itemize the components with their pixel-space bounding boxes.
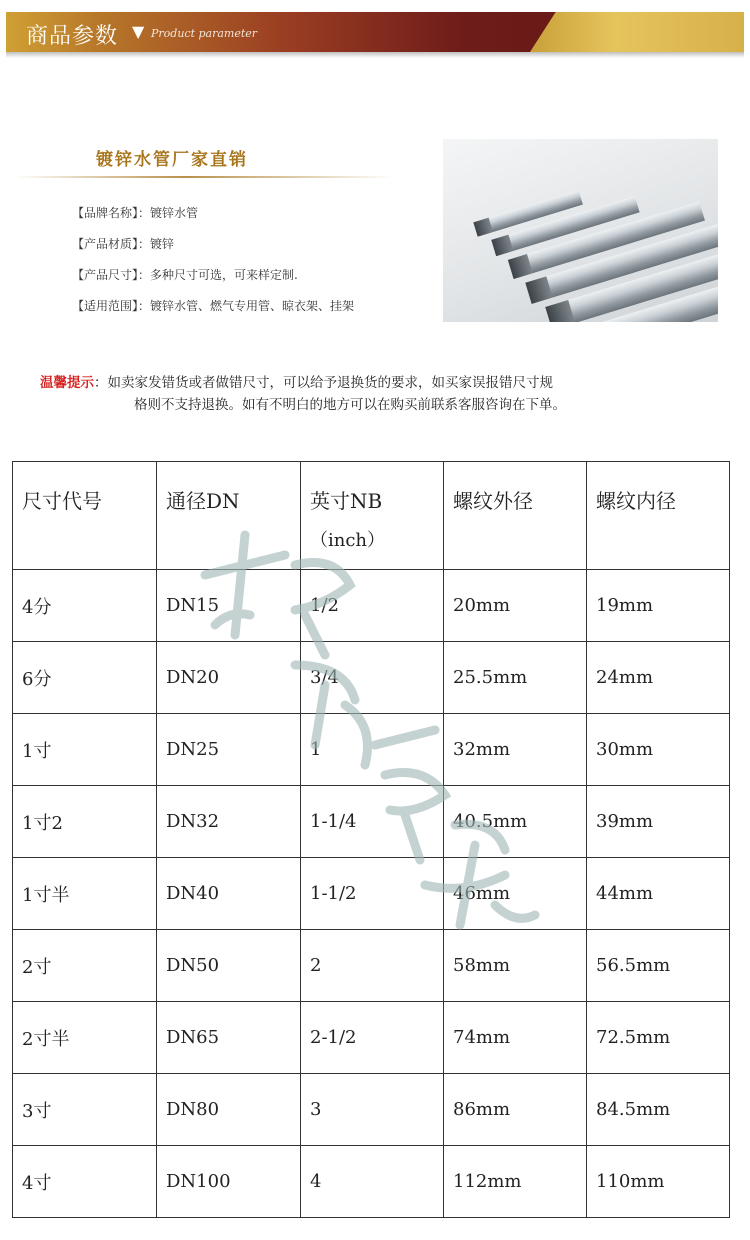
table-row [13, 786, 730, 858]
cell-nb: 3/4 [301, 642, 444, 714]
banner-subtitle: Product parameter [151, 27, 258, 40]
spec-value: ：多种尺寸可选，可来样定制. [138, 268, 298, 282]
table-row [13, 1002, 730, 1074]
galvanized-pipes-image [443, 139, 718, 322]
cell-dn: DN50 [157, 930, 301, 1002]
cell-thread-inner: 24mm [587, 642, 730, 714]
header-size-code: 尺寸代号 [13, 462, 157, 570]
spec-row-material [72, 235, 354, 266]
tip-text-2: 格则不支持退换。如有不明白的地方可以在购买前联系客服咨询在下单。 [134, 397, 566, 413]
table-row [13, 930, 730, 1002]
cell-dn: DN15 [157, 570, 301, 642]
cell-nb: 1/2 [301, 570, 444, 642]
cell-thread-inner: 110mm [587, 1146, 730, 1218]
spec-label: 【产品尺寸】 [72, 268, 139, 282]
cell-dn: DN25 [157, 714, 301, 786]
spec-value: ：镀锌水管 [138, 206, 199, 220]
table-row [13, 714, 730, 786]
cell-thread-inner: 84.5mm [587, 1074, 730, 1146]
cell-dn: DN20 [157, 642, 301, 714]
cell-thread-outer: 46mm [444, 858, 587, 930]
cell-nb: 3 [301, 1074, 444, 1146]
spec-value: ：镀锌水管、燃气专用管、晾衣架、挂架 [138, 299, 355, 313]
cell-dn: DN80 [157, 1074, 301, 1146]
cell-nb: 1-1/2 [301, 858, 444, 930]
tip-text-1: 如卖家发错货或者做错尺寸，可以给予退换货的要求，如买家误报错尺寸规 [107, 375, 553, 391]
cell-thread-outer: 58mm [444, 930, 587, 1002]
cell-dn: DN100 [157, 1146, 301, 1218]
cell-thread-inner: 44mm [587, 858, 730, 930]
cell-size-code: 1寸2 [13, 786, 157, 858]
table-header-row [13, 462, 730, 570]
cell-dn: DN32 [157, 786, 301, 858]
banner-gold-accent [530, 12, 744, 52]
header-thread-inner: 螺纹内径 [587, 462, 730, 570]
cell-nb: 4 [301, 1146, 444, 1218]
spec-row-brand [72, 204, 354, 235]
size-table [12, 461, 730, 1218]
header-nb-label: 英寸NB [310, 489, 383, 513]
tip-label: 温馨提示 [40, 375, 94, 391]
spec-row-size [72, 266, 354, 297]
triangle-down-icon: ▼ [132, 22, 145, 41]
table-row [13, 1146, 730, 1218]
spec-label: 【适用范围】 [72, 299, 139, 313]
cell-thread-outer: 25.5mm [444, 642, 587, 714]
product-title: 镀锌水管厂家直销 [96, 150, 248, 170]
cell-nb: 1-1/4 [301, 786, 444, 858]
cell-dn: DN65 [157, 1002, 301, 1074]
cell-thread-inner: 56.5mm [587, 930, 730, 1002]
header-dn: 通径DN [157, 462, 301, 570]
table-row [13, 642, 730, 714]
cell-thread-inner: 72.5mm [587, 1002, 730, 1074]
cell-size-code: 1寸 [13, 714, 157, 786]
cell-nb: 2-1/2 [301, 1002, 444, 1074]
header-thread-outer: 螺纹外径 [444, 462, 587, 570]
table-row [13, 858, 730, 930]
cell-thread-outer: 20mm [444, 570, 587, 642]
banner-shadow [6, 52, 744, 58]
cell-thread-outer: 112mm [444, 1146, 587, 1218]
tip-line-1 [40, 372, 566, 394]
section-banner [0, 12, 750, 58]
cell-thread-outer: 32mm [444, 714, 587, 786]
cell-size-code: 3寸 [13, 1074, 157, 1146]
cell-nb: 1 [301, 714, 444, 786]
spec-label: 【品牌名称】 [72, 206, 139, 220]
header-nb [301, 462, 444, 570]
cell-size-code: 2寸半 [13, 1002, 157, 1074]
table-row [13, 570, 730, 642]
cell-thread-inner: 39mm [587, 786, 730, 858]
header-nb-unit: （inch） [310, 530, 386, 551]
warm-tip [40, 372, 566, 416]
cell-size-code: 4分 [13, 570, 157, 642]
table-row [13, 1074, 730, 1146]
cell-thread-inner: 30mm [587, 714, 730, 786]
title-divider [14, 176, 394, 178]
tip-colon: ： [94, 375, 108, 391]
cell-thread-outer: 40.5mm [444, 786, 587, 858]
spec-label: 【产品材质】 [72, 237, 139, 251]
product-photo [443, 139, 718, 322]
cell-thread-outer: 74mm [444, 1002, 587, 1074]
spec-value: ：镀锌 [138, 237, 175, 251]
cell-size-code: 4寸 [13, 1146, 157, 1218]
cell-nb: 2 [301, 930, 444, 1002]
banner-title: 商品参数 [26, 24, 119, 49]
cell-size-code: 6分 [13, 642, 157, 714]
cell-dn: DN40 [157, 858, 301, 930]
cell-thread-outer: 86mm [444, 1074, 587, 1146]
cell-size-code: 2寸 [13, 930, 157, 1002]
cell-thread-inner: 19mm [587, 570, 730, 642]
spec-row-usage [72, 297, 354, 328]
spec-list [72, 204, 354, 328]
cell-size-code: 1寸半 [13, 858, 157, 930]
